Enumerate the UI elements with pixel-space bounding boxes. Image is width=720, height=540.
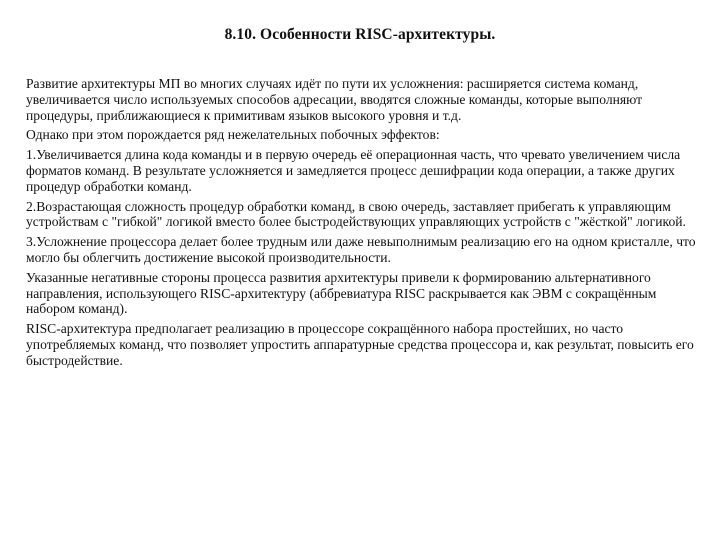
paragraph-item-2: 2.Возрастающая сложность процедур обработки команд, в свою очередь, заставляет прибегать к управляющим устройствам с "гибкой" логикой вместо более быстродействующих управляющих устройств с "жёсткой" логикой. (26, 198, 686, 230)
slide-title: 8.10. Особенности RISC-архитектуры. (224, 26, 496, 43)
paragraph-intro: Развитие архитектуры МП во многих случаях идёт по пути их усложнения: расширяется система команд, увеличивается число используемых способов адресации, вводятся сложные команды, которые выполняют процедуры, приближающиеся к примитивам языков высокого уровня и т.д. (26, 76, 643, 123)
paragraph-risc-definition: RISC-архитектура предполагает реализацию в процессоре сокращённого набора простейших, но часто употребляемых команд, что позволяет упростить аппаратурные средства процессора и, как результат, повысить его быстродействие. (26, 321, 694, 368)
paragraph-side-effects: Однако при этом порождается ряд нежелательных побочных эффектов: (26, 127, 440, 143)
slide-body (26, 76, 698, 373)
paragraph-item-1: 1.Увеличивается длина кода команды и в первую очередь её операционная часть, что чревато увеличением числа форматов команд. В результате усложняется и замедляется процесс дешифрации кода операции, а также других процедур обработки команд. (26, 147, 681, 194)
paragraph-item-3: 3.Усложнение процессора делает более трудным или даже невыполнимым реализацию его на одном кристалле, что могло бы облегчить достижение высокой производительности. (26, 234, 696, 265)
paragraph-risc-direction: Указанные негативные стороны процесса развития архитектуры привели к формированию альтернативного направления, использующего RISC-архитектуру (аббревиатура RISC раскрывается как ЭВМ с сокращённым набором команд). (26, 269, 657, 317)
